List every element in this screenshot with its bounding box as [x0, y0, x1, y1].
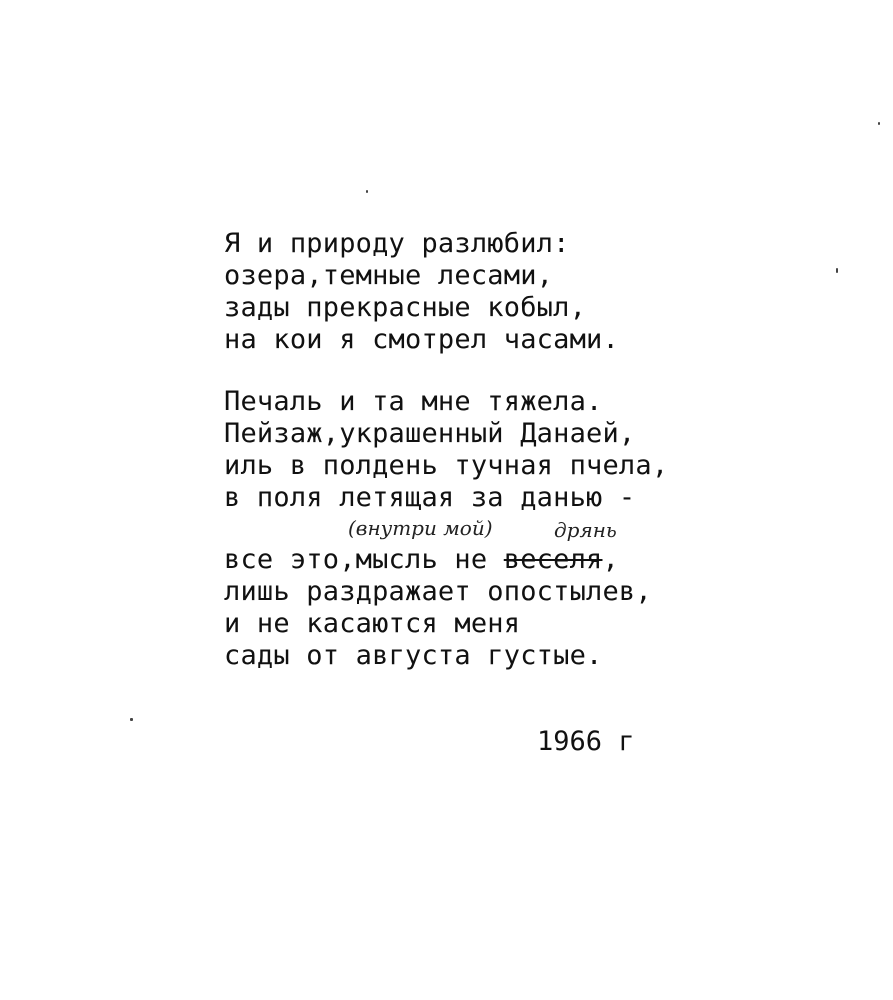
poem-line: сады от августа густые. [224, 640, 603, 671]
stanza-2 [224, 386, 784, 514]
margin-speck [130, 718, 133, 721]
poem-line: и не касаются меня [224, 608, 521, 639]
margin-speck [878, 122, 880, 125]
stanza-gap [224, 356, 784, 386]
margin-speck [836, 268, 838, 273]
poem [224, 228, 784, 672]
handwritten-note-right: дрянь [554, 518, 617, 542]
poem-line-with-correction [224, 544, 784, 576]
line-prefix: все это,мысль не [224, 544, 504, 575]
poem-line: озера,темные лесами, [224, 260, 554, 291]
poem-date: 1966 г [537, 726, 635, 757]
poem-line: Я и природу разлюбил: [224, 228, 570, 259]
poem-line: в поля летящая за данью - [224, 482, 636, 513]
stanza-1 [224, 228, 784, 356]
handwritten-note-left: (внутри мой) [348, 516, 493, 540]
poem-line: на кои я смотрел часами. [224, 324, 619, 355]
poem-line: лишь раздражает опостылев, [224, 576, 652, 607]
poem-line: иль в полдень тучная пчела, [224, 450, 669, 481]
poem-line: Печаль и та мне тяжела. [224, 386, 603, 417]
poem-line: Пейзаж,украшенный Данаей, [224, 418, 636, 449]
struck-word: веселя [503, 544, 603, 575]
line-suffix: , [602, 544, 619, 575]
poem-line: зады прекрасные кобыл, [224, 292, 587, 323]
handwritten-annotation [224, 514, 784, 544]
margin-speck [366, 190, 368, 193]
stanza-3 [224, 544, 784, 672]
